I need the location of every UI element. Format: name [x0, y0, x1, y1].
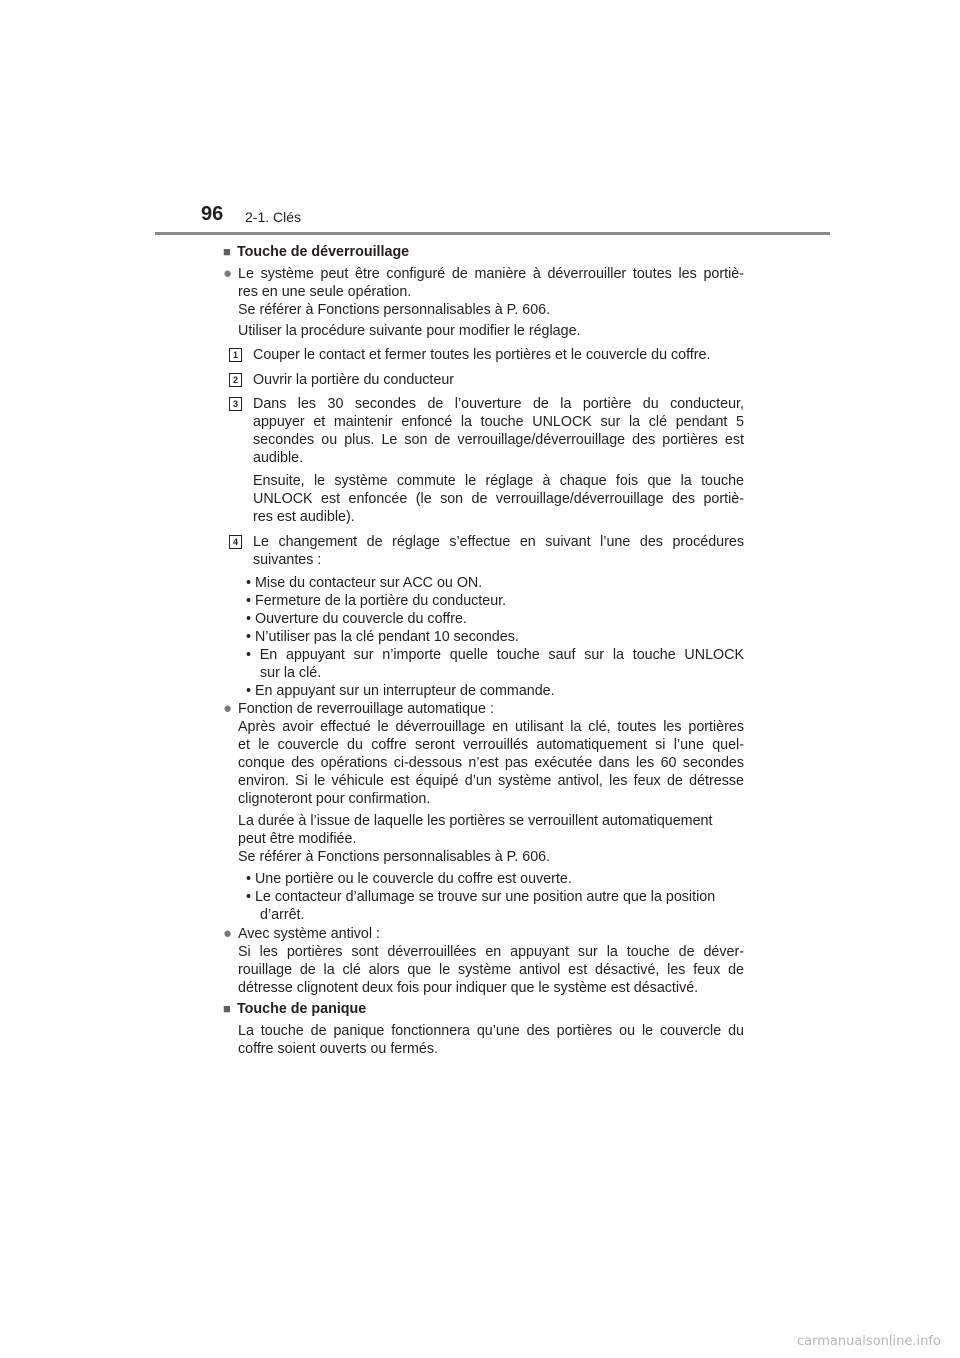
paragraph-line: Le système peut être configuré de manière à déverrouiller toutes les portiè- — [238, 266, 744, 282]
paragraph-line: environ. Si le véhicule est équipé d’un système antivol, les feux de détresse — [238, 773, 744, 789]
square-bullet-icon: ■ — [223, 244, 231, 259]
paragraph-line: et le couvercle du coffre seront verrouillés automatiquement si l’une quel- — [238, 737, 744, 753]
step-number-badge: 1 — [229, 348, 242, 362]
list-item: • En appuyant sur un interrupteur de commande. — [246, 683, 555, 699]
paragraph-line: La durée à l’issue de laquelle les portières se verrouillent automatiquement — [238, 813, 713, 829]
list-item: d’arrêt. — [260, 907, 305, 923]
step-number-badge: 3 — [229, 397, 242, 411]
list-item: • Fermeture de la portière du conducteur. — [246, 593, 507, 609]
step-4-text: Le changement de réglage s’effectue en suivant l’une des procédures — [253, 534, 744, 550]
step-3-continuation: res est audible). — [253, 509, 355, 525]
subsection-title-unlock: Touche de déverrouillage — [237, 244, 410, 260]
step-number-badge: 4 — [229, 535, 242, 549]
step-3-text: Dans les 30 secondes de l’ouverture de la portière du conducteur, — [253, 396, 744, 412]
paragraph-line: Si les portières sont déverrouillées en appuyant sur la touche de déver- — [238, 944, 744, 960]
page-header — [0, 0, 960, 240]
paragraph-line: conque des opérations ci-dessous n’est pas exécutée dans les 60 secondes — [238, 755, 744, 771]
step-1-text: Couper le contact et fermer toutes les portières et le couvercle du coffre. — [253, 347, 711, 363]
step-3-continuation: Ensuite, le système commute le réglage à chaque fois que la touche — [253, 473, 744, 489]
step-3-continuation: UNLOCK est enfoncée (le son de verrouillage/déverrouillage des portiè- — [253, 491, 744, 507]
header-rule — [155, 232, 830, 235]
paragraph-line: Se référer à Fonctions personnalisables à P. 606. — [238, 849, 551, 865]
paragraph-line: Avec système antivol : — [238, 926, 380, 942]
list-item: • N’utiliser pas la clé pendant 10 secondes. — [246, 629, 519, 645]
step-2-text: Ouvrir la portière du conducteur — [253, 372, 455, 388]
paragraph-line: coffre soient ouverts ou fermés. — [238, 1041, 438, 1057]
procedure-intro: Utiliser la procédure suivante pour modifier le réglage. — [238, 323, 581, 339]
circle-bullet-icon: ● — [223, 700, 233, 717]
list-item: • Mise du contacteur sur ACC ou ON. — [246, 575, 483, 591]
subsection-title-panic: Touche de panique — [237, 1001, 367, 1017]
paragraph-line: res en une seule opération. — [238, 284, 412, 300]
step-3-text: audible. — [253, 450, 304, 466]
paragraph-line: peut être modifiée. — [238, 831, 357, 847]
list-item: • Ouverture du couvercle du coffre. — [246, 611, 467, 627]
square-bullet-icon: ■ — [223, 1001, 231, 1016]
paragraph-line: rouillage de la clé alors que le système antivol est désactivé, les feux de — [238, 962, 744, 978]
step-4-text: suivantes : — [253, 552, 322, 568]
page-number: 96 — [201, 203, 224, 225]
list-item: • En appuyant sur n’importe quelle touche sauf sur la touche UNLOCK — [246, 647, 744, 663]
list-item: • Une portière ou le couvercle du coffre est ouverte. — [246, 871, 572, 887]
paragraph-line: Se référer à Fonctions personnalisables à P. 606. — [238, 302, 551, 318]
list-item: sur la clé. — [260, 665, 322, 681]
step-3-text: secondes ou plus. Le son de verrouillage/déverrouillage des portières est — [253, 432, 744, 448]
paragraph-line: Après avoir effectué le déverrouillage en utilisant la clé, toutes les portières — [238, 719, 744, 735]
watermark: carmanualsonline.info — [797, 1334, 941, 1349]
list-item: • Le contacteur d’allumage se trouve sur une position autre que la position — [246, 889, 716, 905]
paragraph-line: La touche de panique fonctionnera qu’une des portières ou le couvercle du — [238, 1023, 744, 1039]
paragraph-line: Fonction de reverrouillage automatique : — [238, 701, 494, 717]
section-breadcrumb: 2-1. Clés — [245, 209, 302, 225]
step-number-badge: 2 — [229, 373, 242, 387]
circle-bullet-icon: ● — [223, 265, 233, 282]
step-3-text: appuyer et maintenir enfoncé la touche UNLOCK sur la clé pendant 5 — [253, 414, 744, 430]
paragraph-line: clignoteront pour confirmation. — [238, 791, 431, 807]
circle-bullet-icon: ● — [223, 925, 233, 942]
paragraph-line: détresse clignotent deux fois pour indiquer que le système est désactivé. — [238, 980, 699, 996]
